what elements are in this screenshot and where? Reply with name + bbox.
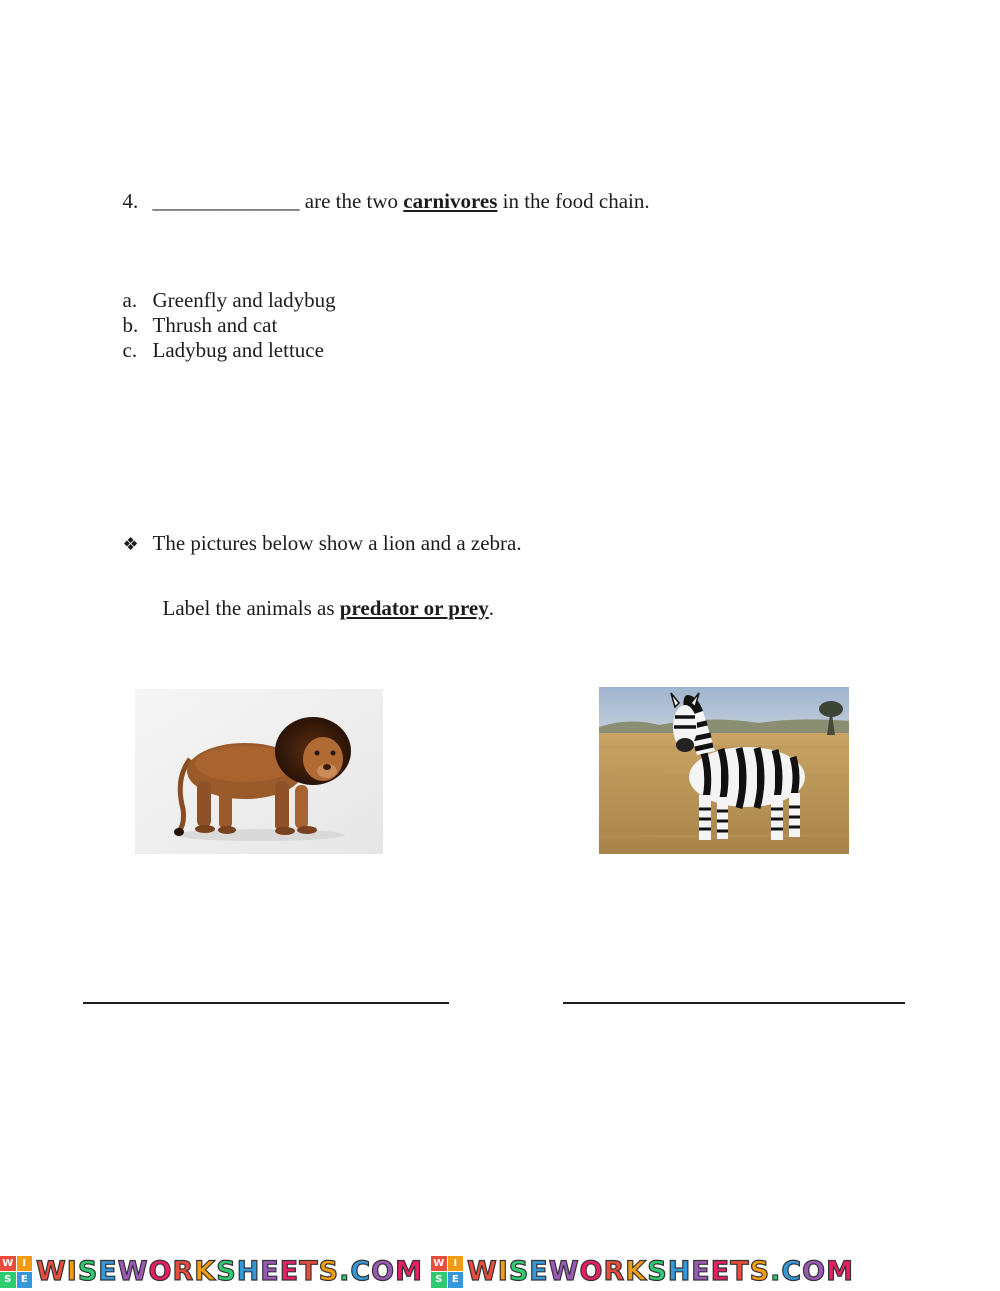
logo-letter: W — [431, 1256, 447, 1272]
brand-repeat — [431, 1256, 854, 1288]
lion-answer-line[interactable] — [83, 1002, 449, 1004]
brand — [0, 1256, 423, 1288]
question-keyword: carnivores — [403, 189, 498, 213]
question-number: 4. — [122, 189, 139, 213]
option-letter: a. — [122, 288, 138, 312]
label-text-before: Label the animals as — [162, 596, 340, 620]
logo-letter: I — [448, 1256, 464, 1272]
option-text: Thrush and cat — [152, 313, 278, 337]
option-letter: b. — [122, 313, 139, 337]
logo-icon — [0, 1256, 32, 1288]
zebra-image — [599, 687, 849, 854]
logo-letter: E — [448, 1272, 464, 1288]
instruction — [112, 506, 522, 557]
zebra-answer-line[interactable] — [563, 1002, 905, 1004]
logo-letter: S — [431, 1272, 447, 1288]
label-text-after: . — [488, 596, 494, 620]
brand-name: WISEWORKSHEETS.COM — [36, 1256, 423, 1287]
question-text-after: in the food chain. — [497, 189, 650, 213]
lion-image — [135, 689, 383, 854]
brand-name: WISEWORKSHEETS.COM — [467, 1256, 854, 1287]
logo-letter: E — [17, 1272, 33, 1288]
option-letter: c. — [122, 338, 138, 362]
bullet-icon: ❖ — [122, 534, 139, 554]
option-c — [112, 313, 324, 363]
footer-watermark — [0, 1252, 1000, 1291]
logo-icon — [431, 1256, 463, 1288]
label-keyword: predator or prey — [339, 596, 489, 620]
logo-letter: S — [0, 1272, 16, 1288]
logo-letter: I — [17, 1256, 33, 1272]
label-instruction — [152, 571, 494, 621]
instruction-text: The pictures below show a lion and a zebra. — [152, 531, 522, 555]
answer-blank: ______________ — [152, 189, 300, 213]
option-text: Greenfly and ladybug — [152, 288, 336, 312]
question-text-before: are the two — [299, 189, 404, 213]
brand-text — [36, 1256, 423, 1287]
option-text: Ladybug and lettuce — [152, 338, 324, 362]
question-4 — [112, 164, 650, 214]
brand-text — [467, 1256, 854, 1287]
logo-letter: W — [0, 1256, 16, 1272]
